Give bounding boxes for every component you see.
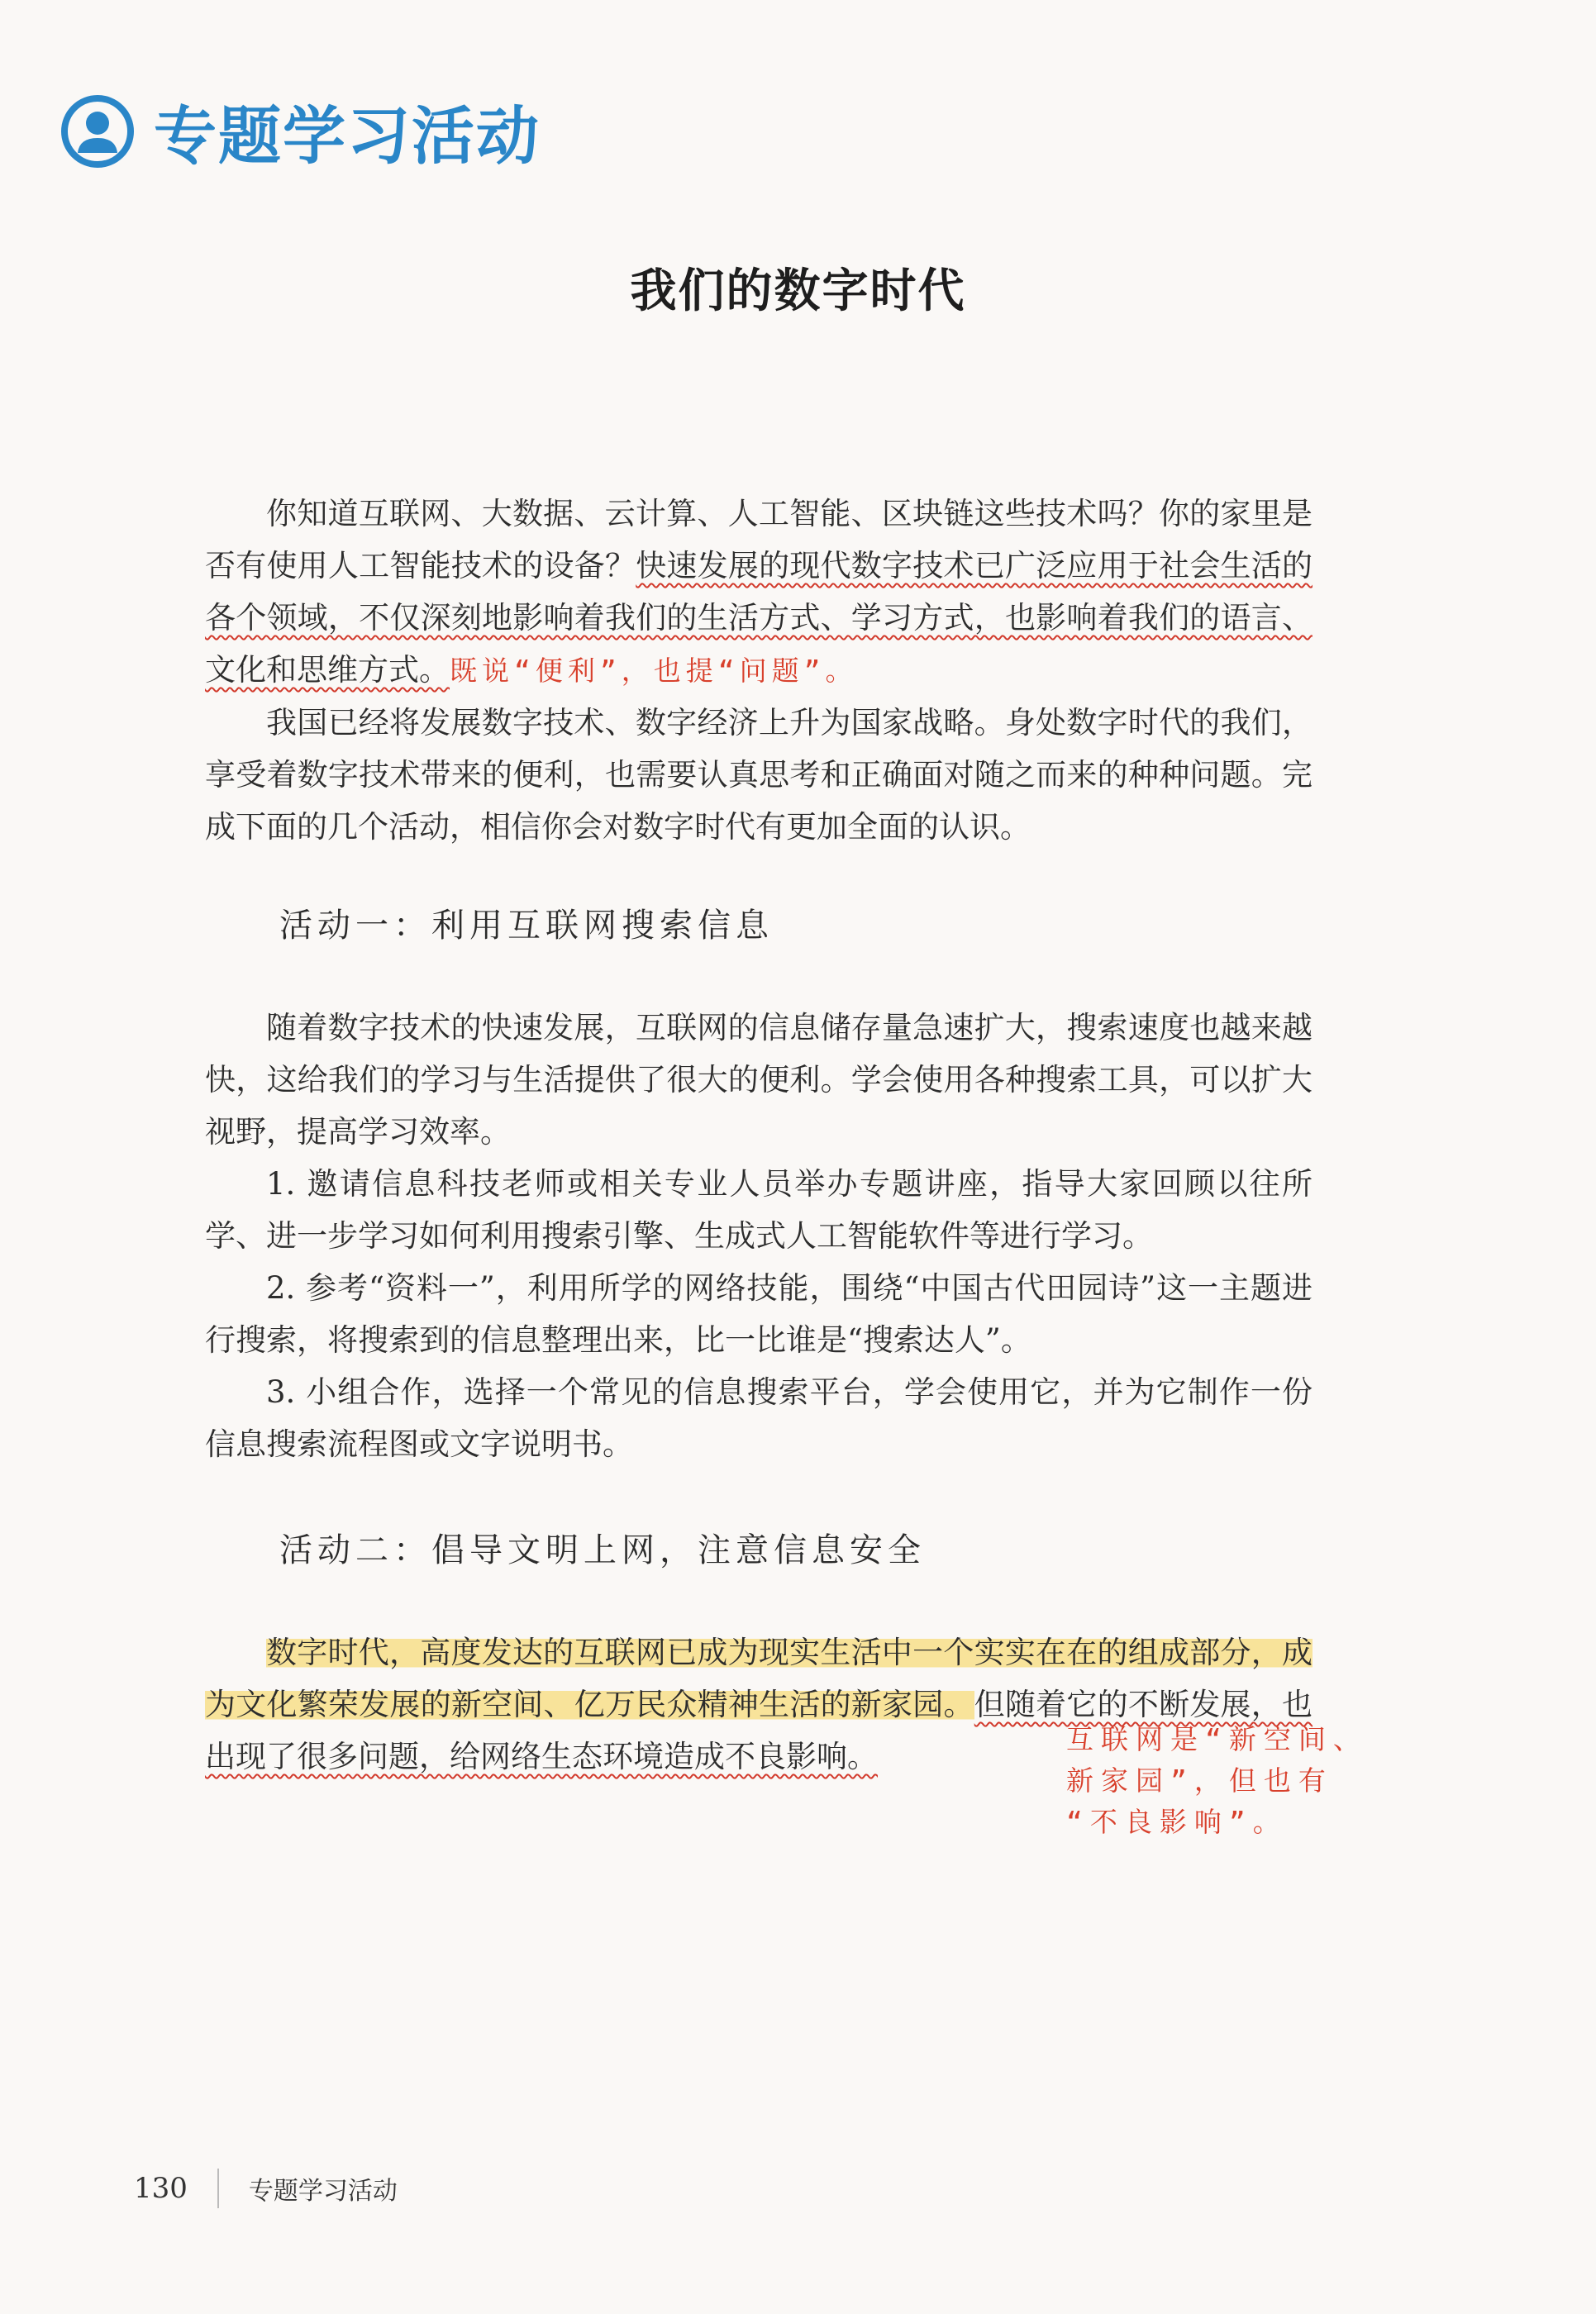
user-circle-icon [60,93,136,169]
intro-paragraph-2: 我国已经将发展数字技术、数字经济上升为国家战略。身处数字时代的我们，享受着数字技术带来的便利，也需要认真思考和正确面对随之而来的种种问题。完成下面的几个活动，相信你会对数字时代有更加全面的认识。 [205,705,1313,845]
header-title: 专题学习活动 [154,99,541,173]
activity-1-item-2: 2. 参考“资料一”，利用所学的网络技能，围绕“中国古代田园诗”这一主题进行搜索，将搜索到的信息整理出来，比一比谁是“搜索达人”。 [205,1270,1313,1358]
page-title: 我们的数字时代 [630,264,966,318]
footer-label: 专题学习活动 [248,2177,398,2206]
side-note-line: “不良影响”。 [1066,1806,1288,1838]
page-number: 130 [134,2172,188,2205]
activity-1-body [205,1002,1313,1470]
activity-1-section [205,901,1313,950]
activity-1-title: 活动一：利用互联网搜索信息 [279,907,774,945]
footer-divider [217,2169,219,2208]
intro-paragraph-1 [205,488,1313,697]
side-note-line: 新家园”，但也有 [1066,1764,1333,1797]
underlined-text: 快速发展的现代数字技术已广泛应用于社会生活的各个领域，不仅深刻地影响着我们的生活方式、学习方式，也影响着我们的语言、文化和思维方式。 [205,548,1313,688]
activity-1-paragraph: 随着数字技术的快速发展，互联网的信息储存量急速扩大，搜索速度也越来越快，这给我们的学习与生活提供了很大的便利。学会使用各种搜索工具，可以扩大视野，提高学习效率。 [205,1010,1313,1150]
activity-1-item-1: 1. 邀请信息科技老师或相关专业人员举办专题讲座，指导大家回顾以往所学、进一步学习如何利用搜索引擎、生成式人工智能软件等进行学习。 [205,1166,1313,1254]
highlighted-text: 数字时代，高度发达的互联网已成为现实生活中一个实实在在的组成部分，成为文化繁荣发展的新空间、亿万民众精神生活的新家园。 [205,1635,1313,1722]
activity-2-section [205,1526,1313,1575]
handwritten-side-note [1066,1719,1413,1843]
margin-note: 既说“便利”，也提“问题”。 [450,655,858,687]
section-header [60,86,541,176]
activity-2-title: 活动二：倡导文明上网，注意信息安全 [279,1531,926,1569]
side-note-line: 互联网是“新空间、 [1066,1723,1368,1755]
intro-text: 你知道互联网、大数据、云计算、人工智能、区块链这些技术吗？你的家里是否有使用人工智能技术的设备？ [205,496,1313,583]
intro-section [205,488,1313,853]
page-footer [134,2169,398,2208]
activity-1-item-3: 3. 小组合作，选择一个常见的信息搜索平台，学会使用它，并为它制作一份信息搜索流程图或文字说明书。 [205,1374,1313,1462]
underlined-text: 但随着它的不断发展，也出现了很多问题，给网络生态环境造成不良影响。 [205,1687,1313,1774]
